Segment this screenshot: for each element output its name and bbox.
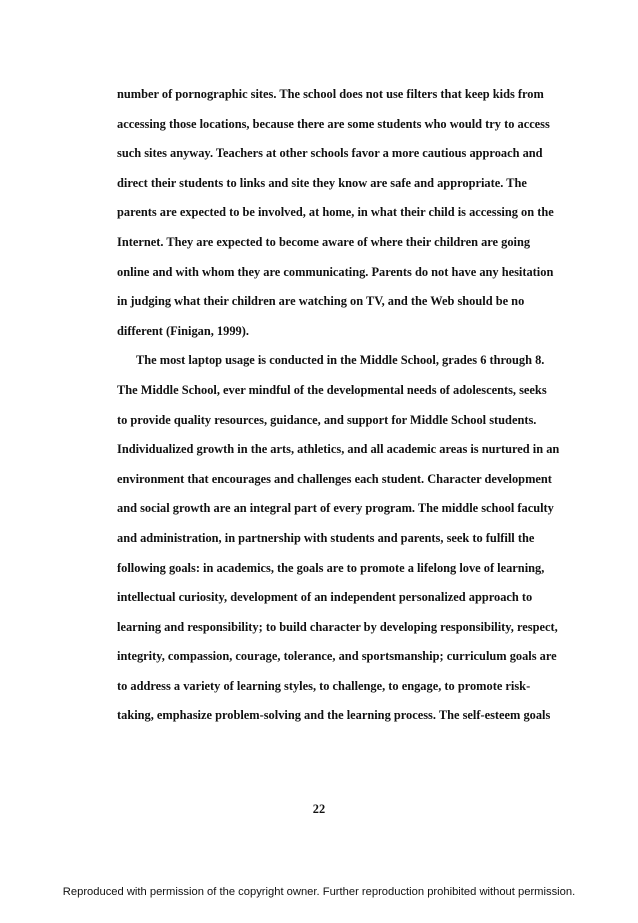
text-line: online and with whom they are communicating. Parents do not have any hesitation xyxy=(117,264,554,279)
text-line: following goals: in academics, the goals are to promote a lifelong love of learning, xyxy=(117,560,545,575)
text-line: direct their students to links and site they know are safe and appropriate. The xyxy=(117,175,527,190)
copyright-footer: Reproduced with permission of the copyright owner. Further reproduction prohibited without permission. xyxy=(62,886,576,898)
text-line: such sites anyway. Teachers at other schools favor a more cautious approach and xyxy=(117,146,543,161)
text-line: different (Finigan, 1999). xyxy=(117,323,249,338)
text-line: and administration, in partnership with students and parents, seek to fulfill the xyxy=(117,530,535,545)
page-number: 22 xyxy=(312,802,326,816)
text-line: learning and responsibility; to build character by developing responsibility, respect, xyxy=(117,619,558,634)
body-text xyxy=(117,84,560,735)
text-line: and social growth are an integral part of every program. The middle school faculty xyxy=(117,501,554,516)
text-line: in judging what their children are watching on TV, and the Web should be no xyxy=(117,294,525,309)
text-line: to address a variety of learning styles, to challenge, to engage, to promote risk- xyxy=(117,678,531,693)
text-line: to provide quality resources, guidance, and support for Middle School students. xyxy=(117,412,537,427)
text-line: accessing those locations, because there are some students who would try to access xyxy=(117,116,550,131)
text-line: taking, emphasize problem-solving and the learning process. The self-esteem goals xyxy=(117,708,551,723)
text-line: The Middle School, ever mindful of the developmental needs of adolescents, seeks xyxy=(117,382,547,397)
text-line: Individualized growth in the arts, athletics, and all academic areas is nurtured in an xyxy=(117,442,560,457)
text-line: integrity, compassion, courage, tolerance, and sportsmanship; curriculum goals are xyxy=(117,649,557,664)
text-line: Internet. They are expected to become aware of where their children are going xyxy=(117,234,531,249)
text-line: environment that encourages and challenges each student. Character development xyxy=(117,471,552,486)
text-line: parents are expected to be involved, at home, in what their child is accessing on the xyxy=(117,205,554,220)
text-line: number of pornographic sites. The school does not use filters that keep kids from xyxy=(117,87,544,101)
text-line: intellectual curiosity, development of an independent personalized approach to xyxy=(117,590,533,605)
paragraph-first-line: The most laptop usage is conducted in the Middle School, grades 6 through 8. xyxy=(136,353,545,368)
